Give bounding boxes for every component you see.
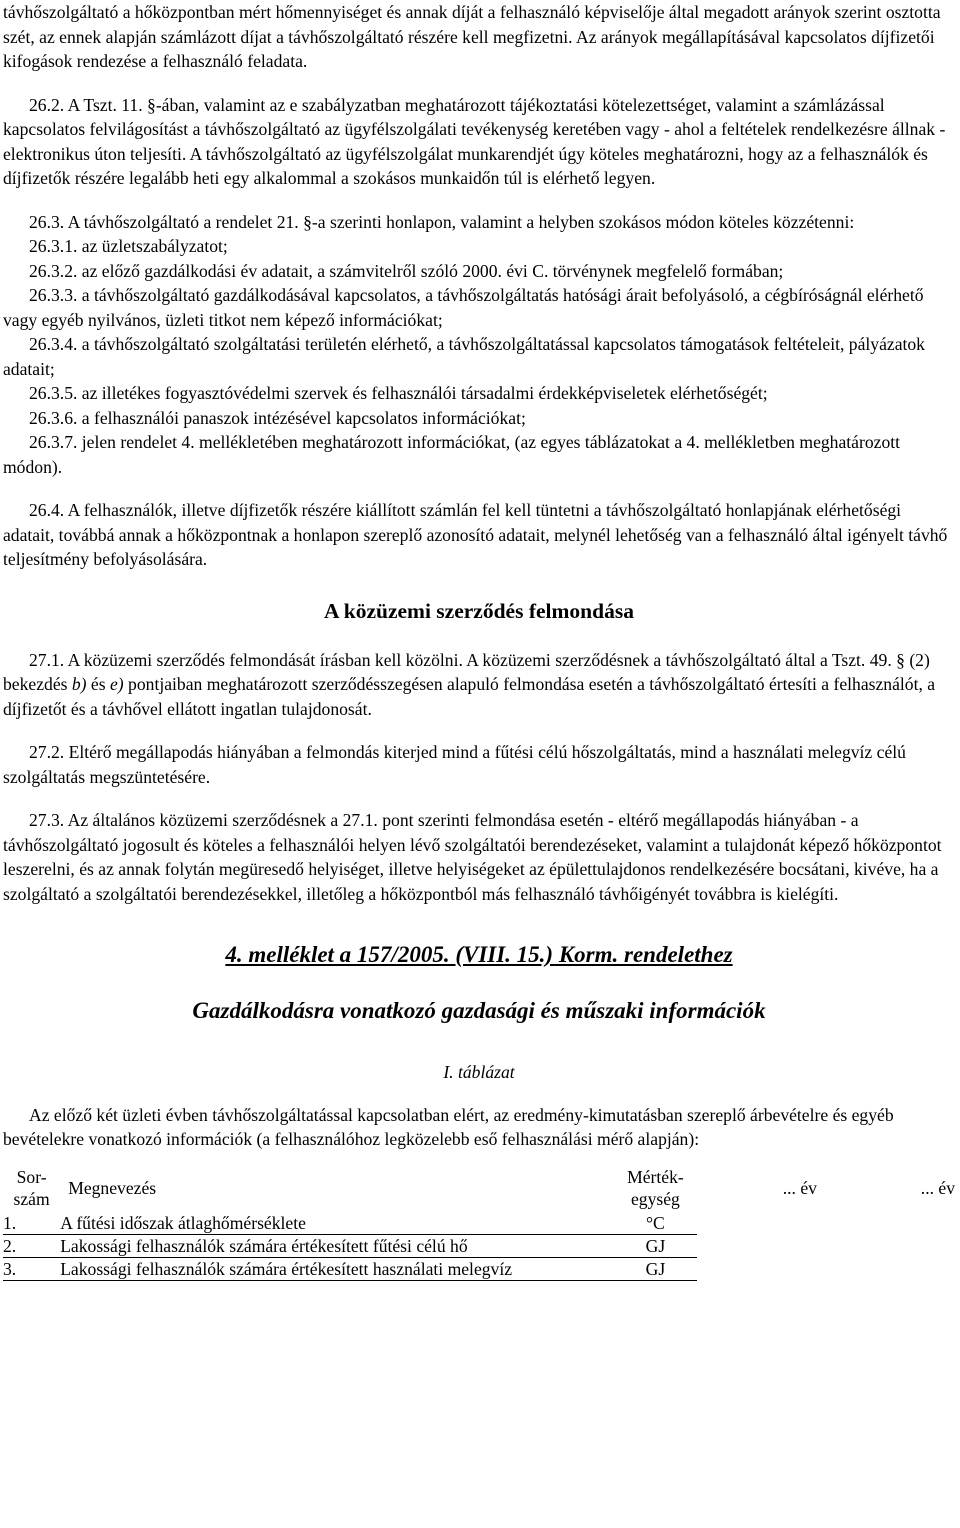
item-26-3-6: 26.3.6. a felhasználói panaszok intézésével kapcsolatos információkat; bbox=[29, 407, 526, 428]
table-row bbox=[3, 1257, 955, 1280]
paragraph-27-3: 27.3. Az általános közüzemi szerződésnek a 27.1. pont szerinti felmondása esetén - eltérő megállapodás hiányában - a távhőszolgáltató jogosult és köteles a felhasználói helyen lévő szolgáltatói berendezéseket, valamint a tulajdonát képező hőközpontot leszerelni, és az annak folytán megüresedő helyiséget, illetve helyiségeket az épülettulajdonos rendelkezésére bocsátani, kivéve, ha a szolgáltató a szolgáltatói berendezésekkel, illetőleg a hőközpontból más felhasználó távhőigényét továbbra is kielégíti. bbox=[3, 810, 942, 904]
heading-termination: A közüzemi szerződés felmondása bbox=[324, 598, 634, 623]
header-no: Sor- szám bbox=[13, 1166, 50, 1209]
header-year-2: ... év bbox=[920, 1177, 955, 1198]
table-header-row bbox=[3, 1164, 955, 1212]
p27-1-part-c: és bbox=[86, 674, 110, 694]
row-name: Lakossági felhasználók számára értékesített használati melegvíz bbox=[60, 1257, 614, 1280]
item-26-3-5: 26.3.5. az illetékes fogyasztóvédelmi szervek és felhasználói társadalmi érdekképviseletek elérhetőségét; bbox=[29, 383, 768, 403]
row-unit: GJ bbox=[614, 1234, 697, 1257]
item-26-3-1: 26.3.1. az üzletszabályzatot; bbox=[29, 236, 228, 256]
paragraph-27-1 bbox=[3, 648, 955, 722]
row-unit: GJ bbox=[614, 1257, 697, 1280]
item-26-3-2: 26.3.2. az előző gazdálkodási év adatait, a számvitelről szóló 2000. évi C. törvénynek megfelelő formában; bbox=[29, 260, 784, 281]
header-name: Megnevezés bbox=[68, 1177, 157, 1198]
header-year-1: ... év bbox=[782, 1177, 817, 1198]
p27-1-part-e: pontjaiban meghatározott szerződésszegésen alapuló felmondása esetén a távhőszolgáltató értesíti a felhasználót, a díjfizetőt és a távhővel ellátott ingatlan tulajdonosát. bbox=[3, 674, 936, 719]
row-name: A fűtési időszak átlaghőmérséklete bbox=[60, 1212, 614, 1235]
annex-subtitle: Gazdálkodásra vonatkozó gazdasági és műszaki információk bbox=[192, 998, 766, 1023]
row-number: 2. bbox=[3, 1234, 60, 1257]
annex-title: 4. melléklet a 157/2005. (VIII. 15.) Korm. rendelethez bbox=[225, 942, 733, 967]
item-26-3-7: 26.3.7. jelen rendelet 4. mellékletében meghatározott információkat, (az egyes táblázatokat a 4. mellékletben meghatározott módon). bbox=[3, 432, 901, 477]
header-unit: Mérték- egység bbox=[627, 1166, 684, 1209]
info-table bbox=[3, 1164, 955, 1281]
item-26-3-4: 26.3.4. a távhőszolgáltató szolgáltatási területén elérhető, a távhőszolgáltatással kapcsolatos támogatások feltételeit, pályázatok adatait; bbox=[3, 334, 925, 379]
paragraph-27-2: 27.2. Eltérő megállapodás hiányában a felmondás kiterjed mind a fűtési célú hőszolgáltatás, mind a használati melegvíz célú szolgáltatás megszüntetésére. bbox=[3, 742, 906, 787]
row-number: 1. bbox=[3, 1212, 60, 1235]
table-row bbox=[3, 1234, 955, 1257]
row-number: 3. bbox=[3, 1257, 60, 1280]
paragraph-26-3-intro: 26.3. A távhőszolgáltató a rendelet 21. §-a szerinti honlapon, valamint a helyben szokásos módon köteles közzétenni: bbox=[29, 211, 855, 232]
table-intro: Az előző két üzleti évben távhőszolgáltatással kapcsolatban elért, az eredmény-kimutatásban szereplő árbevételre és egyéb bevételekre vonatkozó információk (a felhasználóhoz legközelebb eső felhasználási mérő alapján): bbox=[3, 1104, 894, 1149]
item-26-3-3: 26.3.3. a távhőszolgáltató gazdálkodásával kapcsolatos, a távhőszolgáltatás hatósági árait befolyásoló, a cégbíróságnál elérhető vagy egyéb nyilvános, üzleti titkot nem képező információkat; bbox=[3, 285, 924, 330]
table-title: I. táblázat bbox=[443, 1062, 515, 1082]
table-row bbox=[3, 1212, 955, 1235]
p27-1-part-a: 27.1. A közüzemi szerződés felmondását írásban kell közölni. A közüzemi szerződésnek a távhőszolgáltató által a Tszt. 49. § (2) bekezdés bbox=[3, 649, 930, 694]
row-year-2-value bbox=[835, 1234, 955, 1257]
row-year-1-value bbox=[697, 1234, 835, 1257]
row-year-1-value bbox=[697, 1212, 835, 1235]
paragraph-26-1-end: távhőszolgáltató a hőközpontban mért hőmennyiséget és annak díját a felhasználó képviselője által megadott arányok szerint osztotta szét, az ennek alapján számlázott díjat a távhőszolgáltató részére kell megfizetni. Az arányok megállapításával kapcsolatos díjfizetői kifogások rendezése a felhasználó feladata. bbox=[3, 2, 941, 71]
paragraph-26-4: 26.4. A felhasználók, illetve díjfizetők részére kiállított számlán fel kell tüntetni a távhőszolgáltató honlapjának elérhetőségi adatait, továbbá annak a hőközpontnak a honlapon szereplő azonosító adatait, melynél lehetőség van a felhasználó által igényelt távhő teljesítmény befolyásolására. bbox=[3, 500, 948, 569]
row-year-2-value bbox=[835, 1257, 955, 1280]
p27-1-e-ref: e) bbox=[109, 674, 124, 694]
paragraph-26-2: 26.2. A Tszt. 11. §-ában, valamint az e szabályzatban meghatározott tájékoztatási kötelezettséget, valamint a számlázással kapcsolatos felvilágosítást a távhőszolgáltató az ügyfélszolgálati tevékenység keretében vagy - ahol a feltételek rendelkezésre állnak - elektronikus úton teljesíti. A távhőszolgáltató az ügyfélszolgálat munkarendjét úgy köteles meghatározni, hogy az a felhasználók és díjfizetők részére legalább heti egy alkalommal a szokásos munkaidőn túl is elérhető legyen. bbox=[3, 94, 946, 188]
row-unit: °C bbox=[614, 1212, 697, 1235]
row-year-2-value bbox=[835, 1212, 955, 1235]
p27-1-b-ref: b) bbox=[71, 674, 87, 694]
document-page bbox=[3, 0, 955, 1281]
row-year-1-value bbox=[697, 1257, 835, 1280]
row-name: Lakossági felhasználók számára értékesített fűtési célú hő bbox=[60, 1234, 614, 1257]
